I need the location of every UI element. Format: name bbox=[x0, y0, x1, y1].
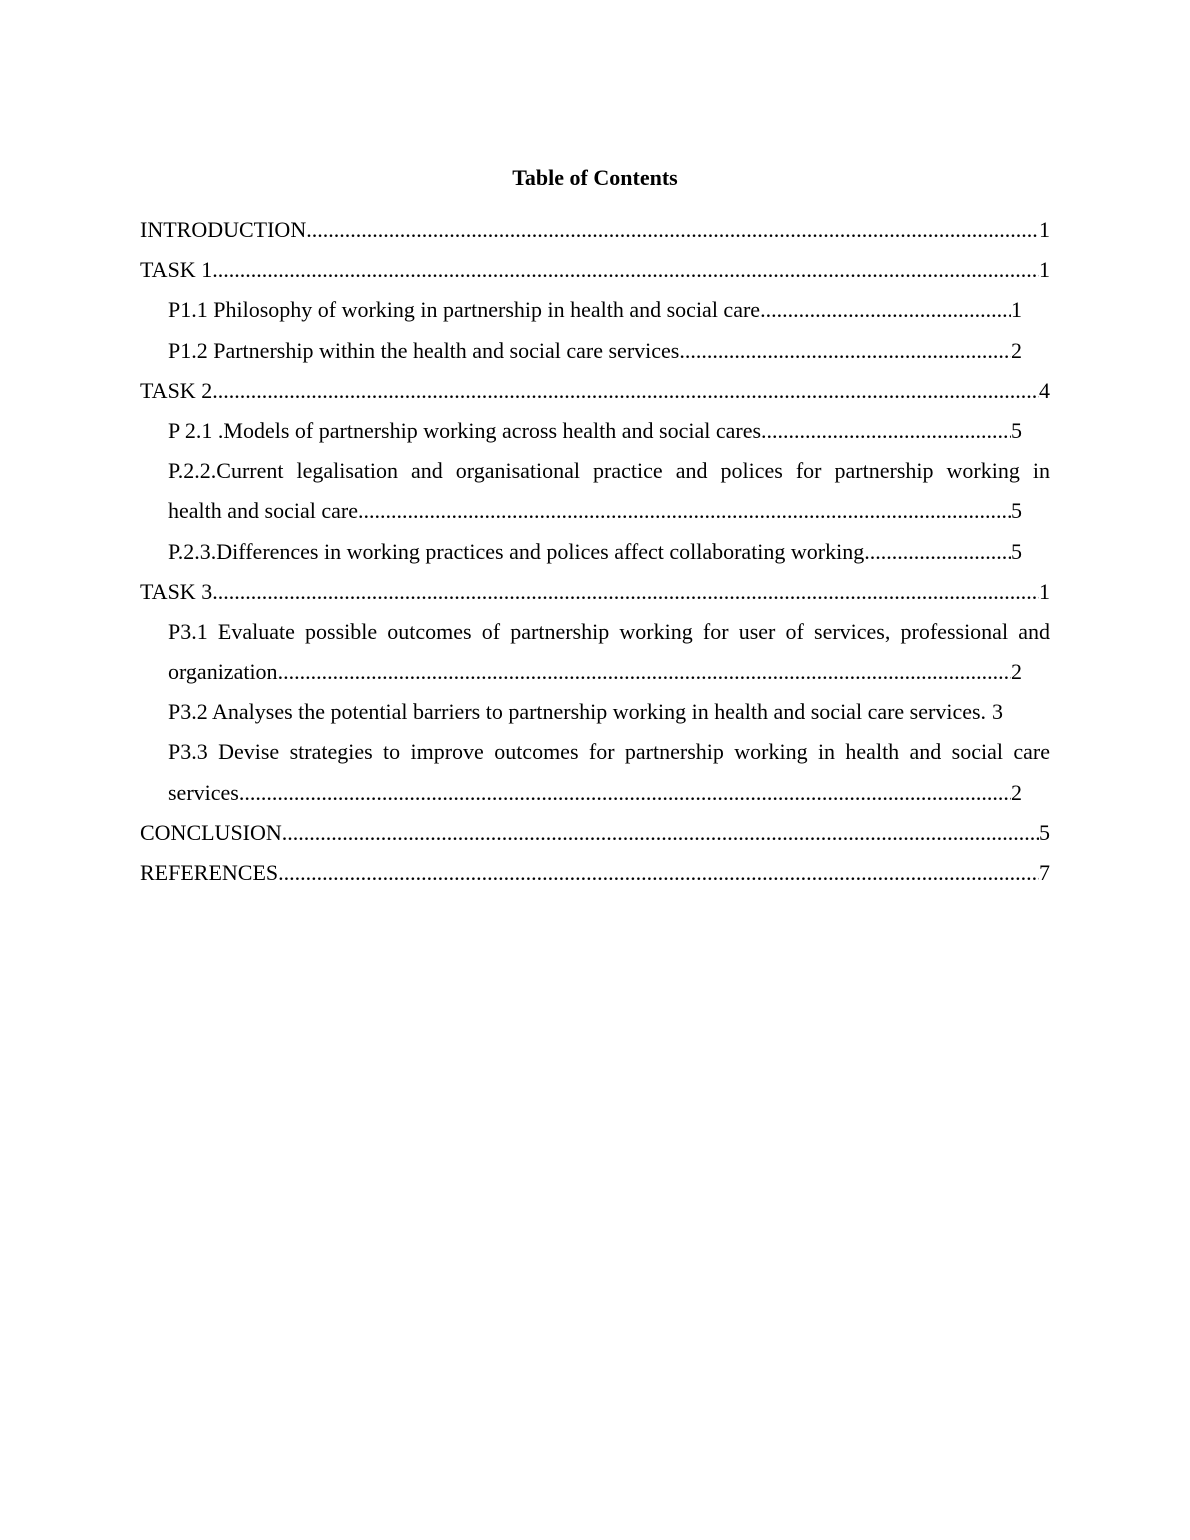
toc-dot-leader bbox=[767, 411, 1011, 451]
toc-entry-task-2[interactable] bbox=[140, 371, 1050, 411]
toc-dot-leader bbox=[278, 853, 1039, 893]
toc-dot-leader bbox=[212, 250, 1039, 290]
toc-entry-label-line-1: P3.1 Evaluate possible outcomes of partnership working for user of services, professional and bbox=[168, 618, 1050, 644]
toc-entry-page-number: 1 bbox=[1039, 257, 1050, 283]
toc-entry-label: P 2.1 .Models of partnership working across health and social cares. bbox=[168, 417, 767, 443]
toc-dot-leader bbox=[239, 773, 1011, 813]
toc-entry-label: TASK 3 bbox=[140, 578, 213, 604]
toc-entry-page-number: 1 bbox=[1011, 297, 1022, 323]
toc-entry-p3-3[interactable] bbox=[140, 732, 1050, 812]
toc-entry-label-line-2: health and social care bbox=[168, 498, 358, 524]
toc-dot-leader bbox=[278, 652, 1011, 692]
toc-entry-page-number: 2 bbox=[1011, 659, 1022, 685]
toc-entry-p1-1[interactable] bbox=[140, 290, 1050, 330]
toc-dot-leader bbox=[864, 532, 1011, 572]
toc-entry-page-number: 3 bbox=[992, 699, 1004, 725]
toc-entry-conclusion[interactable] bbox=[140, 813, 1050, 853]
toc-entry-page-number: 5 bbox=[1011, 417, 1022, 443]
toc-entry-page-number: 2 bbox=[1011, 779, 1022, 805]
toc-entry-label: REFERENCES bbox=[140, 860, 279, 885]
toc-dot-leader bbox=[679, 331, 1011, 371]
toc-entry-label-line-2: organization bbox=[168, 659, 278, 685]
toc-entry-label-line-1: P.2.2.Current legalisation and organisational practice and polices for partnership working in bbox=[168, 458, 1050, 484]
toc-entry-page-number: 2 bbox=[1011, 337, 1022, 363]
toc-entry-label: P1.1 Philosophy of working in partnership in health and social care bbox=[168, 297, 761, 323]
toc-dot-leader bbox=[306, 210, 1039, 250]
toc-dot-leader bbox=[212, 572, 1039, 612]
toc-entry-label: INTRODUCTION bbox=[140, 217, 307, 242]
toc-dot-leader bbox=[760, 290, 1011, 330]
toc-entry-label-line-2: services bbox=[168, 779, 239, 805]
toc-dot-leader bbox=[358, 491, 1011, 531]
toc-entry-label: CONCLUSION bbox=[140, 819, 282, 845]
toc-entry-page-number: 7 bbox=[1039, 860, 1050, 885]
toc-entry-task-3[interactable] bbox=[140, 572, 1050, 612]
toc-entry-page-number: 5 bbox=[1011, 498, 1022, 524]
toc-entry-page-number: 5 bbox=[1039, 819, 1050, 845]
toc-entry-label: TASK 1 bbox=[140, 257, 213, 283]
toc-entry-label: TASK 2 bbox=[140, 377, 213, 403]
toc-entry-p2-3[interactable] bbox=[140, 532, 1050, 572]
toc-entry-page-number: 1 bbox=[1039, 578, 1050, 604]
table-of-contents bbox=[140, 210, 1050, 893]
toc-entry-introduction[interactable] bbox=[140, 210, 1050, 250]
toc-entry-page-number: 5 bbox=[1011, 538, 1022, 564]
toc-entry-page-number: 4 bbox=[1039, 377, 1050, 403]
toc-dot-leader bbox=[212, 371, 1039, 411]
toc-entry-label: P3.2 Analyses the potential barriers to partnership working in health and social care services. bbox=[168, 699, 987, 725]
toc-entry-p3-2[interactable] bbox=[140, 692, 1050, 732]
toc-entry-p3-1[interactable] bbox=[140, 612, 1050, 692]
toc-entry-label: P.2.3.Differences in working practices and polices affect collaborating working bbox=[168, 538, 865, 564]
toc-entry-label-line-1: P3.3 Devise strategies to improve outcomes for partnership working in health and social care bbox=[168, 739, 1050, 765]
toc-entry-task-1[interactable] bbox=[140, 250, 1050, 290]
toc-title: Table of Contents bbox=[512, 165, 678, 190]
toc-entry-label: P1.2 Partnership within the health and social care services bbox=[168, 337, 680, 363]
toc-entry-references[interactable] bbox=[140, 853, 1050, 893]
toc-entry-p2-1[interactable] bbox=[140, 411, 1050, 451]
toc-entry-page-number: 1 bbox=[1039, 217, 1050, 242]
toc-dot-leader bbox=[282, 813, 1039, 853]
toc-entry-p2-2[interactable] bbox=[140, 451, 1050, 531]
toc-entry-p1-2[interactable] bbox=[140, 331, 1050, 371]
